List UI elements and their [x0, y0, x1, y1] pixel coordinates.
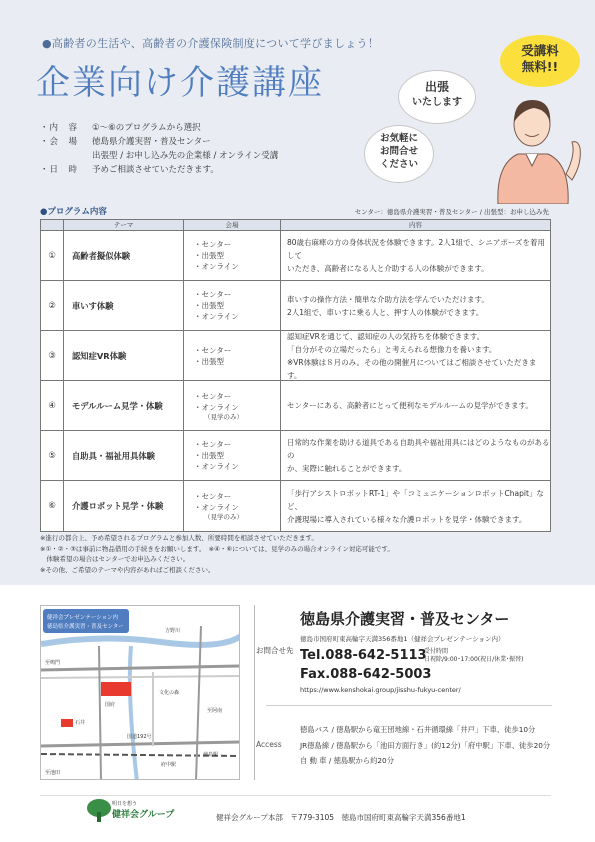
- staff-illustration: [478, 84, 586, 204]
- content-line: いただき、高齢者になる人と介助する人の体験ができます。: [287, 264, 489, 273]
- map-label: 至池田: [45, 770, 61, 776]
- contact-label: お問合せ先: [256, 646, 294, 655]
- header-venue: 会場: [184, 220, 281, 230]
- row-venue: [184, 281, 281, 330]
- info-value: 徳島県介護実習・普及センター: [92, 137, 211, 147]
- row-number: ⑤: [41, 431, 64, 480]
- ask-bubble-line: お問合せ: [379, 146, 418, 157]
- map-drawing: [41, 606, 240, 780]
- info-label: ・会 場: [40, 137, 79, 147]
- center-name: 徳島県介護実習・普及センター: [300, 610, 510, 628]
- row-content: [281, 431, 550, 480]
- fax-number: Fax.088-642-5003: [300, 667, 432, 682]
- free-badge: [500, 35, 580, 87]
- header-theme: テーマ: [64, 220, 184, 230]
- venue-item: ・オンライン: [194, 462, 239, 471]
- map-label: 徳島駅: [203, 752, 219, 758]
- row-content: [281, 481, 550, 531]
- access-line: 自 動 車 / 徳島駅から約20分: [300, 756, 394, 765]
- row-venue: [184, 231, 281, 280]
- row-theme: 自助具・福祉用具体験: [64, 431, 184, 480]
- phone-number[interactable]: Tel.088-642-5113: [300, 648, 427, 663]
- content-line: 2人1組で、車いすに乗る人と、押す人の体験ができます。: [287, 307, 484, 317]
- hours-value: 日祝除/9:00･17:00(祝日/休業･振替): [424, 656, 524, 663]
- row-number: ⑥: [41, 481, 64, 531]
- venue-item: ・センター: [194, 240, 232, 249]
- info-label: ・日 時: [40, 165, 79, 175]
- row-venue: [184, 481, 281, 531]
- logo-name: 健祥会グループ: [112, 810, 175, 820]
- table-body: [41, 231, 550, 531]
- note-line: ※①・②・③は事前に物品借用の手続きをお願いします。 ※④・⑥については、見学のみの場合オンライン対応可能です。: [40, 544, 394, 553]
- content-line: 80歳右麻痺の方の身体状況を体験できます。2人1組で、シニアポーズを着用して: [287, 238, 545, 260]
- map-label: 国府: [105, 702, 116, 708]
- row-theme: 認知症VR体験: [64, 331, 184, 380]
- ask-bubble-line: お気軽に: [379, 133, 418, 144]
- row-theme: モデルルーム見学・体験: [64, 381, 184, 430]
- venue-item: ・出張型: [194, 356, 224, 366]
- row-content: [281, 231, 550, 280]
- hours: [424, 648, 524, 664]
- access-label: Access: [256, 740, 282, 749]
- logo-tagline: 明日を想う: [112, 801, 138, 807]
- table-row: [41, 381, 550, 431]
- map-label: 文化の森: [159, 690, 180, 696]
- info-value: ①～⑥のプログラムから選択: [92, 123, 201, 133]
- venue-item: ・オンライン: [194, 402, 239, 412]
- map-callout-1: 健祥会プレゼンテーション内: [47, 615, 119, 621]
- info-row: [40, 149, 278, 163]
- info-row: [40, 135, 278, 149]
- row-venue: [184, 381, 281, 430]
- lead-text: ●高齢者の生活や、高齢者の介護保険制度について学びましょう！: [42, 37, 380, 50]
- info-label: ・内 容: [40, 123, 79, 133]
- venue-note: （見学のみ）: [204, 412, 243, 421]
- map-label: 至鳴門: [45, 660, 61, 666]
- table-row: [41, 281, 550, 331]
- row-venue: [184, 431, 281, 480]
- row-theme: 介護ロボット見学・体験: [64, 481, 184, 531]
- center-marker: [101, 682, 131, 696]
- map-label: 府中駅: [161, 762, 177, 768]
- row-number: ③: [41, 331, 64, 380]
- map-label: 国道192号: [127, 734, 152, 740]
- content-line: 車いすの操作方法・簡単な介助方法を学んでいただけます。: [287, 294, 489, 304]
- divider: [254, 605, 255, 780]
- venue-item: ・出張型: [194, 301, 224, 310]
- info-row: [40, 163, 278, 177]
- venue-item: ・オンライン: [194, 262, 239, 271]
- row-theme: 高齢者擬似体験: [64, 231, 184, 280]
- note-line: ※進行の都合上、予め希望されるプログラムと参加人数、所要時間を相談させていただきます。: [40, 534, 318, 542]
- access-map: [40, 605, 240, 780]
- visit-bubble-line: いたします: [412, 97, 462, 108]
- row-content: [281, 331, 550, 380]
- header-num: [41, 220, 64, 230]
- row-venue: [184, 331, 281, 380]
- row-content: [281, 381, 550, 430]
- program-table: [40, 219, 551, 532]
- venue-item: ・オンライン: [194, 312, 239, 321]
- venue-item: ・センター: [194, 492, 232, 501]
- row-number: ④: [41, 381, 64, 430]
- table-row: [41, 231, 550, 281]
- info-label: [40, 149, 92, 163]
- ask-bubble: [364, 125, 434, 183]
- notes: [40, 533, 394, 575]
- content-line: 「歩行アシストロボットRT-1」や「コミュニケーションロボットChapit」など、: [287, 488, 544, 511]
- divider: [266, 705, 552, 706]
- venue-item: ・センター: [194, 345, 232, 355]
- content-line: か、実際に触れることができます。: [287, 464, 407, 473]
- access-info: [300, 722, 550, 769]
- center-address: 徳島市国府町東高輪字天満356番地1（健祥会プレゼンテーション内）: [300, 635, 505, 643]
- content-line: ※VR体験は８月のみ。その他の開催月についてはご相談させていただきます。: [287, 357, 537, 380]
- row-number: ②: [41, 281, 64, 330]
- visit-bubble-line: 出張: [424, 80, 449, 94]
- website-link[interactable]: https://www.kenshokai.group/jisshu-fukyu-center/: [300, 686, 461, 694]
- program-note: センター：徳島県介護実習・普及センター / 出張型：お申し込み先: [354, 208, 549, 216]
- footer-address: 健祥会グループ本部 〒779-3105 徳島市国府町東高輪字天満356番地1: [216, 813, 466, 822]
- row-theme: 車いす体験: [64, 281, 184, 330]
- access-line: 徳島バス / 徳島駅から竜王団地線・石井循環線「井戸」下車、徒歩10分: [300, 725, 536, 734]
- content-line: 認知症VRを通じて、認知症の人の気持ちを体験できます。: [287, 331, 485, 341]
- table-row: [41, 431, 550, 481]
- content-line: センターにある、高齢者にとって便利なモデルルームの見学ができます。: [287, 401, 533, 410]
- info-row: [40, 121, 278, 135]
- venue-item: ・センター: [194, 440, 232, 449]
- page-title: 企業向け介護講座: [36, 63, 324, 103]
- ask-bubble-line: ください: [379, 159, 418, 170]
- venue-item: ・センター: [194, 290, 232, 299]
- venue-item: ・出張型: [194, 451, 224, 460]
- venue-item: ・オンライン: [194, 503, 239, 512]
- map-label: 吉野川: [165, 628, 181, 634]
- map-label: 石井: [75, 720, 86, 726]
- row-content: [281, 281, 550, 330]
- map-callout-2: 徳島県介護実習・普及センター: [47, 624, 124, 630]
- header-content: 内容: [409, 221, 422, 229]
- content-line: 日常的な作業を助ける道具である自助具や福祉用具にはどのようなものがあるの: [287, 438, 550, 460]
- content-line: 「自分がその立場だったら」と考えられる想像力を養います。: [287, 344, 497, 354]
- row-number: ①: [41, 231, 64, 280]
- course-info: [40, 121, 278, 177]
- free-badge-line: 受講料: [521, 43, 559, 58]
- program-heading: ●プログラム内容: [40, 207, 107, 217]
- venue-item: ・センター: [194, 391, 232, 401]
- table-header: [41, 220, 550, 231]
- access-line: JR徳島線 / 徳島駅から「池田方面行き」(約12分)「府中駅」下車、徒歩20分: [300, 740, 551, 750]
- venue-item: ・出張型: [194, 251, 224, 260]
- hours-label: 受付時間: [424, 648, 449, 655]
- note-line: 体験希望の場合はセンターでお申込みください。: [40, 555, 190, 563]
- free-badge-line: 無料!!: [521, 59, 559, 74]
- note-line: ※その他、ご希望のテーマや内容があればご相談ください。: [40, 565, 215, 574]
- info-value: 出張型 / お申し込み先の企業様 / オンライン受講: [92, 151, 279, 161]
- table-row: [41, 331, 550, 381]
- table-row: [41, 481, 550, 531]
- map-label: 至阿南: [207, 708, 223, 714]
- content-line: 介護現場に導入されている様々な介護ロボットを見学・体験できます。: [287, 514, 527, 524]
- info-value: 予めご相談させていただきます。: [92, 165, 219, 175]
- venue-note: （見学のみ）: [204, 513, 243, 521]
- visit-bubble: [398, 70, 476, 124]
